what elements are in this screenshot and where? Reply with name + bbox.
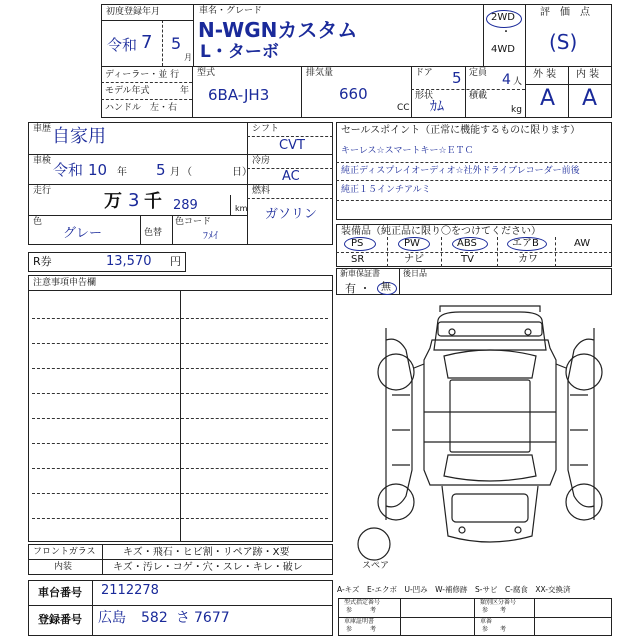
plate-label: 登録番号 (38, 613, 82, 626)
interior-label: 内 装 (576, 69, 600, 80)
mileage-man-unit: 万 (104, 191, 122, 212)
insp-year: 10 (88, 161, 108, 179)
type-value: 6BA-JH3 (208, 86, 270, 104)
capacity: 4 (502, 72, 511, 88)
reg-month: 5 (171, 34, 182, 53)
first-reg-label: 初度登録年月 (106, 7, 161, 17)
color-value: グレー (63, 226, 103, 241)
handle-label: ハンドル 左・右 (105, 103, 178, 113)
warranty-no: 無 (381, 282, 391, 293)
era: 令和 (107, 36, 138, 54)
plate-kana: さ (176, 610, 190, 626)
car-front-bumper (440, 306, 540, 312)
wheel-fl (378, 354, 414, 390)
spare-label: スペア (362, 561, 390, 571)
month-unit: 月 (184, 53, 192, 62)
notes-title: 注意事項申告欄 (33, 278, 97, 288)
recycle-label: R券 (33, 255, 52, 268)
shape: ｶﾑ (430, 99, 444, 115)
shape-label: 形状 (415, 91, 434, 101)
wheel-fr (566, 354, 602, 390)
dealer-label: ディーラー・並 行 (105, 70, 180, 80)
equip-ps: PS (351, 238, 364, 249)
model-year-unit: 年 (180, 86, 190, 96)
chassis-label: 車台番号 (38, 586, 82, 599)
type-label: 型式 (197, 68, 216, 78)
use-label: 車歴 (33, 124, 52, 134)
equip-sr: SR (351, 254, 365, 265)
fuel-value: ガソリン (265, 207, 318, 222)
damage-legend: A-キズ E-エクボ U-凹み W-補修跡 S-サビ C-腐食 XX-交換済 (337, 585, 571, 594)
capacity-label: 定員 (469, 68, 488, 78)
mileage-label: 走行 (33, 186, 52, 196)
front-glass-label: フロントガラス (33, 547, 96, 557)
exterior-label: 外 装 (533, 69, 557, 80)
plate-region: 広島 (98, 610, 126, 626)
plate-class: 582 (141, 610, 168, 626)
shift-value: CVT (279, 138, 305, 153)
shift-label: シフト (252, 124, 280, 134)
car-roof-outline (434, 312, 546, 350)
cooling-value: AC (282, 169, 300, 184)
warranty-label: 新車保証書 (340, 269, 380, 278)
capacity-unit: 人 (513, 77, 523, 87)
equipment-title: 装備品（純正品に限り〇をつけてください） (341, 226, 541, 237)
wheel-rr (566, 484, 602, 520)
plate-number: 7677 (194, 610, 230, 626)
delivery-label: 後日品 (403, 269, 427, 278)
mark-label: 車番 (480, 618, 493, 625)
model-name: N-WGNカスタム (198, 18, 358, 42)
equip-airbag: エアB (512, 238, 539, 249)
sales-point-1: キーレス☆スマートキー☆ＥＴＣ (341, 146, 474, 156)
sales-point-2: 純正ディスプレイオーディオ☆社外ドライブレコーダー前後 (341, 166, 580, 176)
spare-tire (358, 528, 390, 560)
insp-month-unit: 月 (170, 167, 180, 178)
cooling-label: 冷房 (252, 156, 271, 166)
interior-cond-text: キズ・汚レ・コゲ・穴・スレ・キレ・破レ (113, 562, 303, 573)
cert-label: 車庫証明書 (344, 618, 375, 625)
mileage-sen-unit: 千 (144, 191, 162, 212)
interior-cond-label: 内装 (54, 562, 73, 572)
car-right-side (568, 328, 594, 520)
mileage-thousands: 3 (128, 190, 140, 211)
drive-4wd: 4WD (491, 44, 515, 55)
use-value: 自家用 (52, 126, 106, 147)
equip-aw: AW (574, 238, 591, 249)
inspection-label: 車検 (33, 156, 52, 166)
drive-2wd: 2WD (491, 12, 515, 23)
mileage-units: 289 (173, 198, 198, 213)
km-unit: km (235, 204, 248, 213)
era-year: 7 (141, 32, 153, 53)
displacement-label: 排気量 (306, 68, 334, 78)
exterior-grade: A (540, 86, 556, 111)
sales-points-title: セールスポイント（正常に機能するものに限ります） (341, 125, 581, 136)
warranty-yes: 有 ・ (345, 282, 371, 295)
front-glass-text: キズ・飛石・ヒビ割・リペア跡・X要 (123, 547, 290, 558)
load-unit: kg (511, 105, 522, 115)
score-label: 評 価 点 (540, 7, 590, 18)
insp-month: 5 (156, 161, 166, 179)
car-left-side (386, 328, 412, 520)
category-label: 類別区分番号 (480, 599, 517, 606)
equip-pw: PW (404, 238, 420, 249)
fuel-label: 燃料 (252, 186, 271, 196)
equip-navi: ナビ (404, 254, 424, 265)
color-code: ﾌﾒｲ (203, 231, 218, 242)
recycle-unit: 円 (170, 255, 181, 268)
equip-abs: ABS (457, 238, 477, 249)
category-ref: 参 考 (482, 607, 507, 614)
model-year-label: モデル年式 (105, 86, 150, 96)
load-label: 積載 (469, 91, 488, 101)
score: (S) (549, 30, 578, 54)
mark-ref: 参 考 (482, 626, 507, 633)
cert-ref: 参 考 (346, 626, 377, 633)
interior-grade: A (582, 86, 598, 111)
name-grade-label: 車名・グレード (199, 6, 263, 16)
wheel-rl (378, 484, 414, 520)
sales-point-3: 純正１５インチアルミ (341, 185, 431, 195)
chassis-number: 2112278 (101, 583, 159, 598)
doors: 5 (452, 69, 462, 87)
cc-unit: CC (397, 103, 410, 113)
type-cert-label: 型式指定番号 (344, 599, 381, 606)
type-cert-ref: 参 考 (346, 607, 377, 614)
insp-day: （ 日） (182, 167, 252, 178)
recycle-amount: 13,570 (106, 254, 152, 269)
color-label: 色 (33, 217, 43, 227)
grade: L・ターボ (200, 42, 279, 62)
color-change-label: 色替 (144, 228, 163, 238)
displacement: 660 (339, 85, 368, 103)
equip-tv: TV (461, 254, 474, 265)
color-code-label: 色コード (175, 217, 212, 227)
doors-label: ドア (415, 68, 433, 78)
insp-era: 令和 (53, 161, 84, 179)
equip-leather: カワ (518, 254, 538, 265)
insp-year-unit: 年 (117, 167, 127, 178)
